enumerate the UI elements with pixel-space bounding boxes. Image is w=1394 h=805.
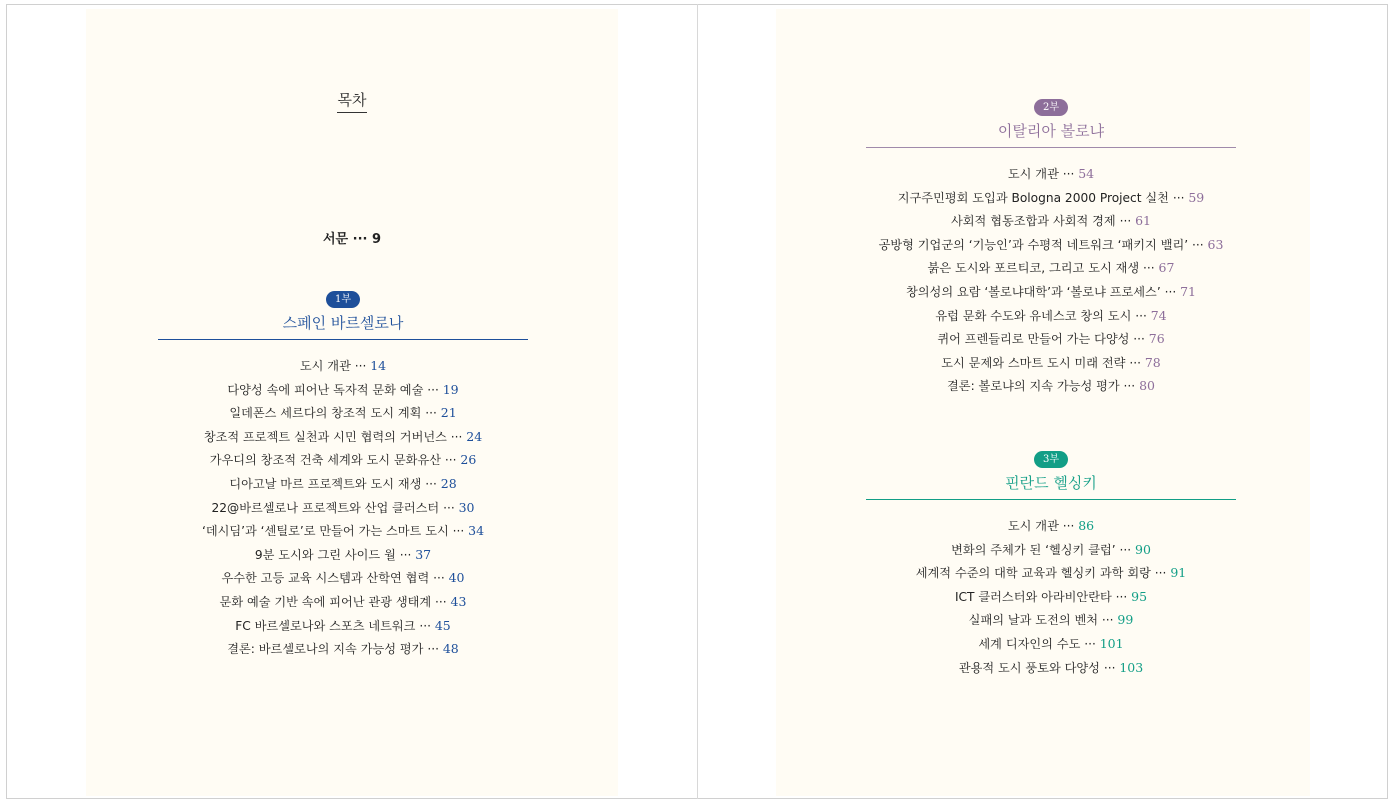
toc-entry[interactable] <box>158 472 528 496</box>
toc-entry[interactable] <box>866 256 1236 280</box>
toc-entry-title: FC 바르셀로나와 스포츠 네트워크 <box>235 618 416 633</box>
toc-entry-page: 71 <box>1180 283 1196 299</box>
toc-entry-title: 세계 디자인의 수도 <box>978 636 1081 651</box>
leader-dots: ··· <box>1115 542 1135 557</box>
leader-dots: ··· <box>1099 660 1120 675</box>
toc-entry[interactable] <box>866 280 1236 304</box>
part-1-badge: 1부 <box>326 291 360 308</box>
part-2-title: 이탈리아 볼로냐 <box>866 120 1236 148</box>
toc-entry[interactable] <box>866 608 1236 632</box>
toc-entry[interactable] <box>158 425 528 449</box>
part-3-title: 핀란드 헬싱키 <box>866 472 1236 500</box>
leader-dots: ··· <box>350 359 371 373</box>
toc-entry-title: 세계적 수준의 대학 교육과 헬싱키 과학 회랑 <box>915 566 1151 581</box>
toc-entry[interactable] <box>158 448 528 472</box>
toc-entry-page: 63 <box>1207 236 1224 252</box>
toc-entry-page: 74 <box>1150 307 1167 323</box>
toc-entry-page: 14 <box>370 358 387 373</box>
leader-dots: ··· <box>429 571 449 586</box>
toc-entry-title: 유럽 문화 수도와 유네스코 창의 도시 <box>935 308 1132 323</box>
toc-entry-title: 문화 예술 기반 속에 피어난 관광 생태계 <box>219 594 432 609</box>
toc-entry-title: 지구주민평회 도입과 Bologna 2000 Project 실천 <box>897 190 1169 205</box>
toc-entry-page: 43 <box>450 593 467 609</box>
part-1-entries <box>158 354 528 661</box>
toc-entry-page: 19 <box>442 381 459 397</box>
part-2-section <box>866 95 1236 398</box>
toc-entry-page: 103 <box>1119 659 1144 675</box>
leader-dots: ··· <box>415 618 435 633</box>
leader-dots: ··· <box>431 594 451 609</box>
toc-entry[interactable] <box>866 514 1236 538</box>
leader-dots: ··· <box>1080 636 1100 651</box>
leader-dots: ··· <box>1098 613 1118 628</box>
toc-entry-title: 도시 문제와 스마트 도시 미래 전략 <box>941 355 1126 370</box>
leader-dots: ··· <box>421 476 441 491</box>
toc-entry-title: 사회적 협동조합과 사회적 경제 <box>951 214 1116 229</box>
toc-entry-page: 67 <box>1158 260 1175 276</box>
toc-entry-title: 도시 개관 <box>299 359 351 373</box>
toc-entry[interactable] <box>866 304 1236 328</box>
page-gutter <box>697 4 698 799</box>
leader-dots: ··· <box>441 453 461 468</box>
part-2-badge: 2부 <box>1034 99 1068 116</box>
toc-entry[interactable] <box>866 351 1236 375</box>
toc-entry-page: 61 <box>1135 213 1151 229</box>
part-2-entries <box>866 162 1236 398</box>
leader-dots: ··· <box>352 232 372 247</box>
leader-dots: ··· <box>423 642 443 657</box>
toc-entry-title: 공방형 기업군의 ‘기능인’과 수평적 네트워크 ‘패키지 밸리’ <box>878 237 1189 252</box>
toc-entry[interactable] <box>158 637 528 661</box>
part-3-entries <box>866 514 1236 679</box>
toc-entry-title: 우수한 고등 교육 시스템과 산학연 협력 <box>221 571 430 586</box>
toc-entry-page: 86 <box>1078 518 1095 533</box>
toc-entry-page: 78 <box>1144 354 1161 370</box>
toc-entry-page: 45 <box>434 617 451 633</box>
preface-page: 9 <box>371 232 382 247</box>
toc-entry-title: 실패의 날과 도전의 벤처 <box>968 613 1099 628</box>
leader-dots: ··· <box>439 500 459 515</box>
toc-entry[interactable] <box>158 566 528 590</box>
toc-entry[interactable] <box>866 327 1236 351</box>
toc-entry-title: ICT 클러스터와 아라비안란타 <box>954 589 1112 604</box>
toc-entry-title: 관용적 도시 풍토와 다양성 <box>958 660 1100 675</box>
toc-entry-page: 54 <box>1078 166 1095 181</box>
toc-entry-title: ‘데시딤’과 ‘센틸로’로 만들어 가는 스마트 도시 <box>201 524 449 539</box>
toc-entry-page: 91 <box>1170 565 1187 581</box>
toc-entry-title: 다양성 속에 피어난 독자적 문화 예술 <box>227 382 424 397</box>
toc-entry[interactable] <box>158 519 528 543</box>
toc-entry-page: 24 <box>466 428 483 444</box>
toc-entry-page: 80 <box>1139 378 1155 394</box>
toc-entry[interactable] <box>158 496 528 520</box>
toc-entry-title: 퀴어 프렌들리로 만들어 가는 다양성 <box>937 332 1130 347</box>
toc-entry-title: 도시 개관 <box>1007 519 1059 533</box>
toc-title-text: 목차 <box>337 89 368 113</box>
leader-dots: ··· <box>1115 214 1136 229</box>
toc-entry-page: 76 <box>1148 331 1165 347</box>
toc-entry-title: 22@바르셀로나 프로젝트와 산업 클러스터 <box>211 500 440 515</box>
toc-entry[interactable] <box>158 543 528 567</box>
toc-entry[interactable] <box>866 538 1236 562</box>
toc-entry-page: 90 <box>1135 541 1151 557</box>
toc-entry-title: 변화의 주체가 된 ‘헬싱키 클럽’ <box>951 542 1116 557</box>
toc-entry[interactable] <box>866 585 1236 609</box>
toc-entry-page: 40 <box>448 570 465 586</box>
leader-dots: ··· <box>448 524 469 539</box>
toc-entry[interactable] <box>158 401 528 425</box>
toc-entry-page: 59 <box>1188 189 1205 205</box>
part-1-title: 스페인 바르셀로나 <box>158 312 528 340</box>
toc-entry-title: 가우디의 창조적 건축 세계와 도시 문화유산 <box>209 453 441 468</box>
toc-entry[interactable] <box>158 590 528 614</box>
toc-entry-page: 37 <box>415 546 432 562</box>
toc-entry[interactable] <box>158 614 528 638</box>
toc-entry-title: 붉은 도시와 포르티코, 그리고 도시 재생 <box>927 261 1140 276</box>
toc-entry-title: 디아고날 마르 프로젝트와 도시 재생 <box>229 476 422 491</box>
leader-dots: ··· <box>1129 332 1149 347</box>
toc-entry-page: 48 <box>442 641 459 657</box>
leader-dots: ··· <box>395 547 416 562</box>
leader-dots: ··· <box>1058 167 1079 181</box>
right-page <box>776 9 1310 796</box>
leader-dots: ··· <box>1188 237 1208 252</box>
toc-entry-title: 9분 도시와 그린 사이드 월 <box>254 547 396 562</box>
leader-dots: ··· <box>1150 566 1171 581</box>
leader-dots: ··· <box>1160 284 1181 299</box>
leader-dots: ··· <box>446 429 467 444</box>
toc-entry-page: 26 <box>460 452 477 468</box>
left-page <box>86 9 618 796</box>
leader-dots: ··· <box>421 406 441 421</box>
toc-entry-page: 28 <box>440 475 457 491</box>
toc-entry-page: 95 <box>1131 588 1148 604</box>
toc-entry[interactable] <box>866 632 1236 656</box>
toc-entry[interactable] <box>158 378 528 402</box>
toc-entry[interactable] <box>866 233 1236 257</box>
toc-entry-title: 도시 개관 <box>1007 167 1059 181</box>
part-3-section <box>866 447 1236 679</box>
toc-title <box>86 89 618 113</box>
toc-entry[interactable] <box>866 374 1236 398</box>
toc-entry-page: 101 <box>1099 635 1124 651</box>
leader-dots: ··· <box>1125 355 1145 370</box>
leader-dots: ··· <box>1119 379 1140 394</box>
leader-dots: ··· <box>1139 261 1159 276</box>
leader-dots: ··· <box>1168 190 1189 205</box>
toc-entry[interactable] <box>158 354 528 378</box>
toc-entry[interactable] <box>866 186 1236 210</box>
toc-entry-title: 결론: 볼로냐의 지속 가능성 평가 <box>947 379 1120 394</box>
toc-entry-title: 창조적 프로젝트 실천과 시민 협력의 거버넌스 <box>203 429 447 444</box>
leader-dots: ··· <box>423 382 443 397</box>
part-3-badge: 3부 <box>1034 451 1068 468</box>
toc-entry[interactable] <box>866 561 1236 585</box>
toc-entry[interactable] <box>866 209 1236 233</box>
preface-entry[interactable] <box>86 228 618 247</box>
toc-entry-page: 21 <box>440 405 457 421</box>
toc-entry-title: 일데폰스 세르다의 창조적 도시 계획 <box>229 406 422 421</box>
toc-entry-page: 30 <box>458 499 475 515</box>
toc-entry[interactable] <box>866 162 1236 186</box>
part-1-section <box>158 287 528 661</box>
toc-entry[interactable] <box>866 656 1236 680</box>
toc-entry-page: 34 <box>468 523 485 539</box>
leader-dots: ··· <box>1111 589 1132 604</box>
leader-dots: ··· <box>1058 519 1079 533</box>
toc-entry-page: 99 <box>1117 612 1134 628</box>
toc-entry-title: 창의성의 요람 ‘볼로냐대학’과 ‘볼로냐 프로세스’ <box>906 284 1161 299</box>
leader-dots: ··· <box>1131 308 1151 323</box>
toc-entry-title: 결론: 바르셀로나의 지속 가능성 평가 <box>227 642 424 657</box>
preface-label: 서문 <box>322 232 349 247</box>
